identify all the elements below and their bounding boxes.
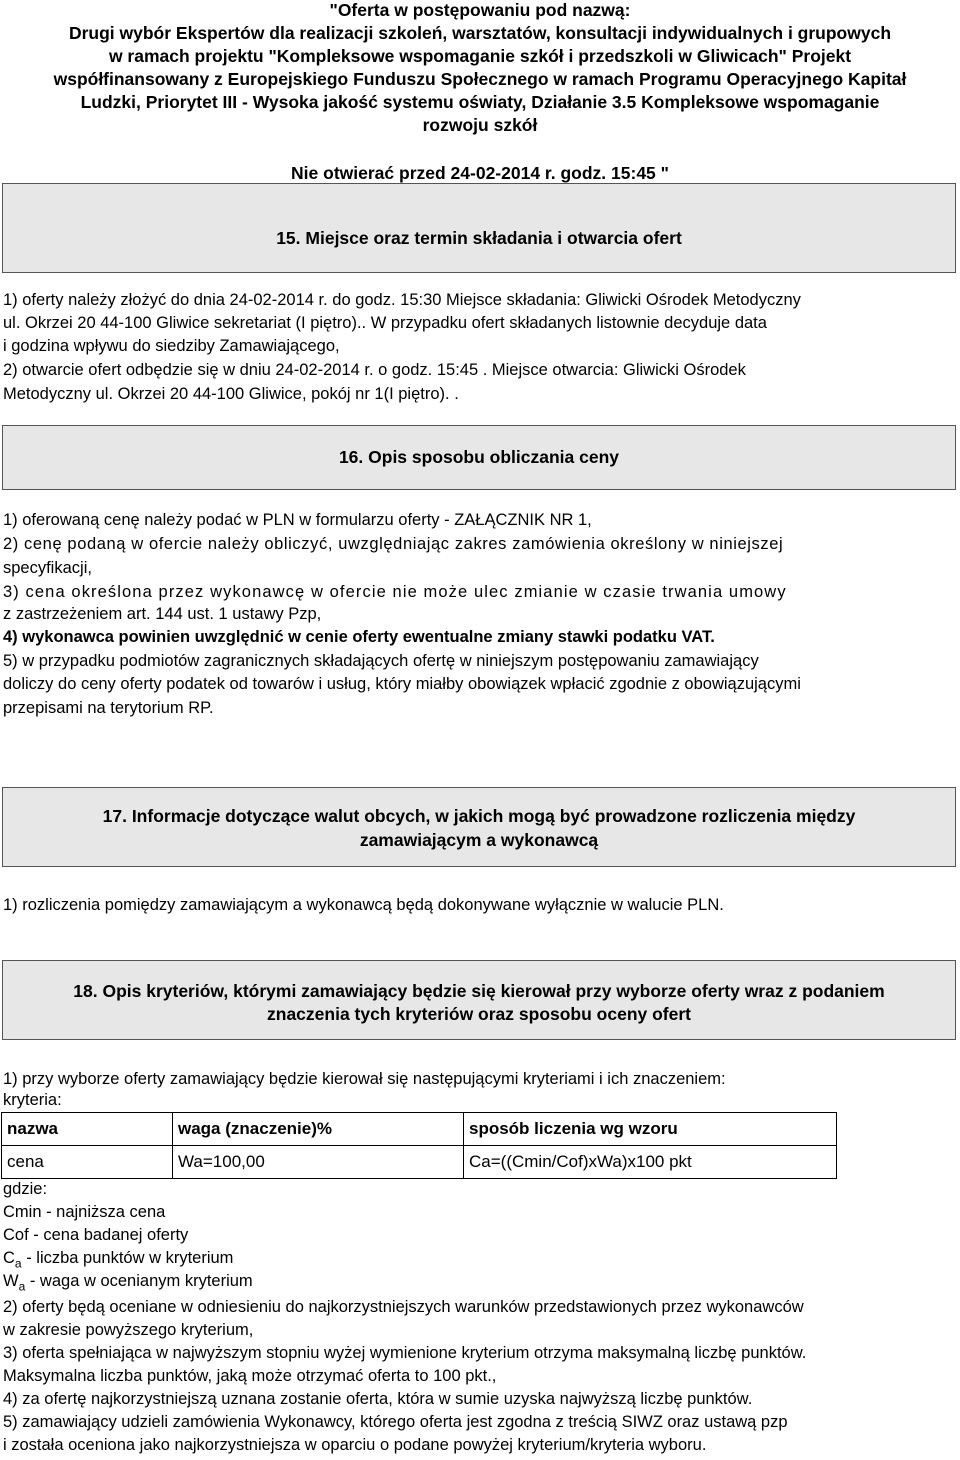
section-16-line: przepisami na terytorium RP. <box>3 699 214 717</box>
cof-definition: Cof - cena badanej oferty <box>3 1226 189 1244</box>
section-17-title: zamawiającym a wykonawcą <box>359 830 599 850</box>
criteria-label: kryteria: <box>3 1091 62 1109</box>
section-17-line: 1) rozliczenia pomiędzy zamawiającym a wykonawcą będą dokonywane wyłącznie w walucie PLN. <box>3 896 724 914</box>
section-18-intro: 1) przy wyborze oferty zamawiający będzie kierował się następującymi kryteriami i ich znaczeniem: <box>3 1070 726 1088</box>
gdzie-label: gdzie: <box>3 1180 48 1198</box>
section-18-title: 18. Opis kryteriów, którymi zamawiający będzie się kierował przy wyborze oferty wraz z podaniem <box>73 981 885 1001</box>
section-17-title: 17. Informacje dotyczące walut obcych, w jakich mogą być prowadzone rozliczenia między <box>102 806 856 826</box>
ca-text: - liczba punktów w kryterium <box>21 1249 234 1267</box>
section-18-line: w zakresie powyższego kryterium, <box>3 1321 254 1339</box>
table-header-row <box>2 1113 837 1146</box>
section-16-line: 5) w przypadku podmiotów zagranicznych składających ofertę w niniejszym postępowaniu zamawiający <box>3 652 759 670</box>
header-line: rozwoju szkół <box>422 115 538 135</box>
section-15-title: 15. Miejsce oraz termin składania i otwarcia ofert <box>276 228 682 248</box>
table-cell: Ca=((Cmin/Cof)xWa)x100 pkt <box>464 1146 837 1179</box>
section-16-line: z zastrzeżeniem art. 144 ust. 1 ustawy Pzp, <box>3 605 322 623</box>
section-16-line: 1) oferowaną cenę należy podać w PLN w formularzu oferty - ZAŁĄCZNIK NR 1, <box>3 511 592 529</box>
ca-symbol: C <box>3 1249 15 1267</box>
section-15-line: Metodyczny ul. Okrzei 20 44-100 Gliwice, pokój nr 1(I piętro). . <box>3 385 459 403</box>
header-line: Ludzki, Priorytet III - Wysoka jakość systemu oświaty, Działanie 3.5 Kompleksowe wspomaganie <box>80 92 880 112</box>
section-18-header-box <box>2 960 956 1040</box>
table-header-cell: sposób liczenia wg wzoru <box>464 1113 837 1146</box>
do-not-open-note: Nie otwierać przed 24-02-2014 r. godz. 15:45 " <box>291 163 669 183</box>
section-16-header-box <box>2 425 956 490</box>
section-16-line: 2) cenę podaną w ofercie należy obliczyć, uwzględniając zakres zamówienia określony w niniejszej <box>3 535 784 553</box>
section-16-line-vat: 4) wykonawca powinien uwzględnić w cenie oferty ewentualne zmiany stawki podatku VAT. <box>3 628 715 646</box>
wa-text: - waga w ocenianym kryterium <box>25 1272 253 1290</box>
header-line: "Oferta w postępowaniu pod nazwą: <box>329 0 631 20</box>
section-16-line: 3) cena określona przez wykonawcę w ofercie nie może ulec zmianie w czasie trwania umowy <box>3 583 787 601</box>
table-cell: Wa=100,00 <box>173 1146 464 1179</box>
wa-definition <box>3 1270 957 1297</box>
header-line: Drugi wybór Ekspertów dla realizacji szkoleń, warsztatów, konsultacji indywidualnych i grupowych <box>68 23 892 43</box>
section-18-line: Maksymalna liczba punktów, jaką może otrzymać oferta to 100 pkt., <box>3 1367 497 1385</box>
section-16-line: doliczy do ceny oferty podatek od towarów i usług, który miałby obowiązek wpłacić zgodnie z obowiązującymi <box>3 675 801 693</box>
wa-subscript: a <box>18 1279 26 1294</box>
section-16-title: 16. Opis sposobu obliczania ceny <box>338 447 620 467</box>
section-18-line: i została oceniona jako najkorzystniejsza w oparciu o podane powyżej kryterium/kryteria wyboru. <box>3 1436 707 1454</box>
section-18-title: znaczenia tych kryteriów oraz sposobu oceny ofert <box>267 1004 691 1024</box>
table-header-cell: waga (znaczenie)% <box>173 1113 464 1146</box>
section-17-header-box <box>2 787 956 867</box>
section-18-line: 5) zamawiający udzieli zamówienia Wykonawcy, którego oferta jest zgodna z treścią SIWZ oraz ustawą pzp <box>3 1413 788 1431</box>
section-18-line: 2) oferty będą oceniane w odniesieniu do najkorzystniejszych warunków przedstawionych przez wykonawców <box>3 1298 804 1316</box>
criteria-table <box>1 1112 837 1179</box>
section-15-line: 2) otwarcie ofert odbędzie się w dniu 24-02-2014 r. o godz. 15:45 . Miejsce otwarcia: Gliwicki Ośrodek <box>3 361 746 379</box>
section-15-line: 1) oferty należy złożyć do dnia 24-02-2014 r. do godz. 15:30 Miejsce składania: Gliwicki Ośrodek Metodyczny <box>3 291 801 309</box>
section-18-line: 4) za ofertę najkorzystniejszą uznana zostanie oferta, która w sumie uzyska najwyższą liczbę punktów. <box>3 1390 753 1408</box>
table-row <box>2 1146 837 1179</box>
wa-symbol: W <box>3 1272 19 1290</box>
ca-subscript: a <box>14 1256 22 1271</box>
section-15-line: i godzina wpływu do siedziby Zamawiającego, <box>3 337 340 355</box>
cmin-definition: Cmin - najniższa cena <box>3 1203 166 1221</box>
table-header-cell: nazwa <box>2 1113 173 1146</box>
section-15-line: ul. Okrzei 20 44-100 Gliwice sekretariat (I piętro).. W przypadku ofert składanych listownie decyduje data <box>3 314 767 332</box>
header-line: współfinansowany z Europejskiego Funduszu Społecznego w ramach Programu Operacyjnego Kapitał <box>53 69 907 89</box>
section-16-line: specyfikacji, <box>3 559 92 577</box>
header-line: w ramach projektu "Kompleksowe wspomaganie szkół i przedszkoli w Gliwicach" Projekt <box>108 46 852 66</box>
section-15-header-box <box>2 183 956 273</box>
table-cell: cena <box>2 1146 173 1179</box>
section-18-line: 3) oferta spełniająca w najwyższym stopniu wyżej wymienione kryterium otrzyma maksymalną liczbę punktów. <box>3 1344 807 1362</box>
